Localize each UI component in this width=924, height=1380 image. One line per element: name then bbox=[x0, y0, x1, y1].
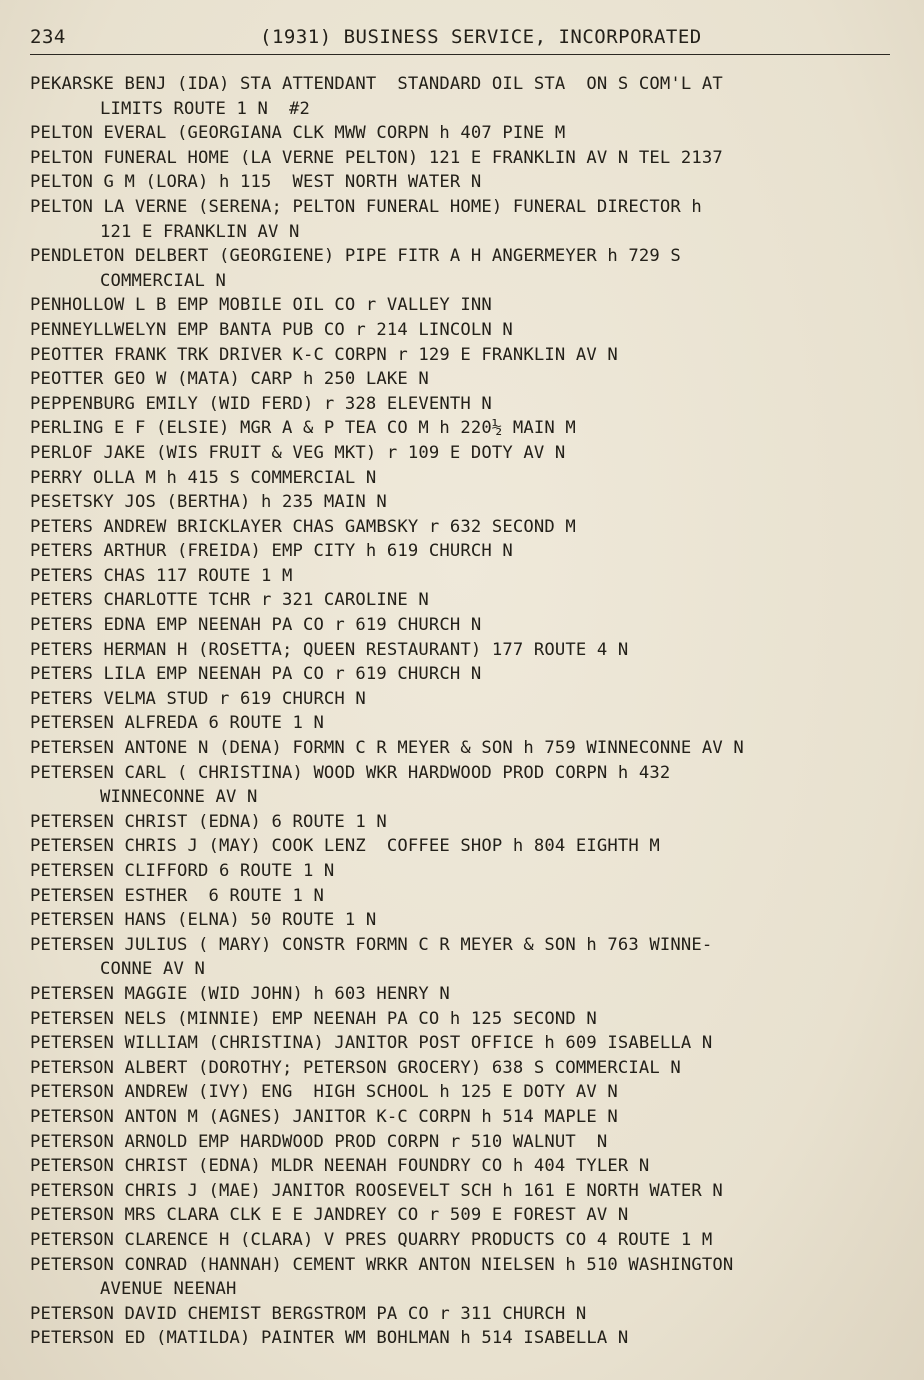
entry-continuation-line: WINNECONNE AV N bbox=[100, 787, 258, 808]
directory-entry: PETERSEN ESTHER 6 ROUTE 1 N bbox=[30, 885, 324, 906]
directory-entry: PETERS ANDREW BRICKLAYER CHAS GAMBSKY r 632 SECOND M bbox=[30, 516, 576, 537]
directory-entry: PERRY OLLA M h 415 S COMMERCIAL N bbox=[30, 467, 377, 488]
directory-entry: PETERSEN HANS (ELNA) 50 ROUTE 1 N bbox=[30, 910, 377, 931]
directory-entry: PEKARSKE BENJ (IDA) STA ATTENDANT STANDARD OIL STA ON S COM'L AT bbox=[30, 74, 723, 94]
entry-continuation-line: CONNE AV N bbox=[100, 959, 205, 980]
directory-entry: PELTON G M (LORA) h 115 WEST NORTH WATER N bbox=[30, 172, 482, 193]
directory-entry: PETERSEN CARL ( CHRISTINA) WOOD WKR HARDWOOD PROD CORPN h 432 bbox=[30, 762, 671, 783]
directory-entry: PETERSEN JULIUS ( MARY) CONSTR FORMN C R MEYER & SON h 763 WINNE- bbox=[30, 934, 713, 955]
directory-entry: PETERSEN MAGGIE (WID JOHN) h 603 HENRY N bbox=[30, 983, 450, 1004]
directory-entry: PEOTTER FRANK TRK DRIVER K-C CORPN r 129 E FRANKLIN AV N bbox=[30, 344, 618, 365]
page-header bbox=[30, 24, 890, 55]
directory-entry: PETERS EDNA EMP NEENAH PA CO r 619 CHURCH N bbox=[30, 615, 482, 636]
directory-entry: PELTON EVERAL (GEORGIANA CLK MWW CORPN h 407 PINE M bbox=[30, 123, 566, 144]
directory-entry: PETERSON ANDREW (IVY) ENG HIGH SCHOOL h 125 E DOTY AV N bbox=[30, 1082, 618, 1103]
entry-continuation-line: AVENUE NEENAH bbox=[100, 1279, 237, 1300]
directory-entry: PETERSON DAVID CHEMIST BERGSTROM PA CO r 311 CHURCH N bbox=[30, 1303, 587, 1324]
directory-entry: PERLOF JAKE (WIS FRUIT & VEG MKT) r 109 E DOTY AV N bbox=[30, 442, 566, 463]
directory-entry: PETERS VELMA STUD r 619 CHURCH N bbox=[30, 688, 366, 709]
directory-entry: PESETSKY JOS (BERTHA) h 235 MAIN N bbox=[30, 492, 387, 513]
directory-entry: PELTON FUNERAL HOME (LA VERNE PELTON) 121 E FRANKLIN AV N TEL 2137 bbox=[30, 147, 723, 168]
directory-entry: PERLING E F (ELSIE) MGR A & P TEA CO M h 220½ MAIN M bbox=[30, 418, 576, 439]
directory-entry: PENNEYLLWELYN EMP BANTA PUB CO r 214 LINCOLN N bbox=[30, 319, 513, 340]
directory-entry: PETERS ARTHUR (FREIDA) EMP CITY h 619 CHURCH N bbox=[30, 541, 513, 562]
directory-entry: PETERSON ALBERT (DOROTHY; PETERSON GROCERY) 638 S COMMERCIAL N bbox=[30, 1057, 681, 1078]
directory-entry: PETERSON CHRIST (EDNA) MLDR NEENAH FOUNDRY CO h 404 TYLER N bbox=[30, 1156, 650, 1177]
directory-entries bbox=[30, 72, 915, 1351]
entry-continuation-line: 121 E FRANKLIN AV N bbox=[100, 221, 300, 242]
directory-entry: PENHOLLOW L B EMP MOBILE OIL CO r VALLEY INN bbox=[30, 295, 492, 316]
directory-entry: PETERSON MRS CLARA CLK E E JANDREY CO r 509 E FOREST AV N bbox=[30, 1205, 629, 1226]
directory-entry: PETERSON CHRIS J (MAE) JANITOR ROOSEVELT SCH h 161 E NORTH WATER N bbox=[30, 1180, 723, 1201]
entry-continuation-line: COMMERCIAL N bbox=[100, 270, 226, 291]
running-head: (1931) BUSINESS SERVICE, INCORPORATED bbox=[260, 26, 702, 48]
directory-entry: PETERSEN ALFREDA 6 ROUTE 1 N bbox=[30, 713, 324, 734]
entry-continuation-line: LIMITS ROUTE 1 N #2 bbox=[100, 98, 310, 119]
directory-entry: PEPPENBURG EMILY (WID FERD) r 328 ELEVENTH N bbox=[30, 393, 492, 414]
directory-entry: PETERSEN WILLIAM (CHRISTINA) JANITOR POST OFFICE h 609 ISABELLA N bbox=[30, 1033, 713, 1054]
directory-entry: PETERSON ARNOLD EMP HARDWOOD PROD CORPN r 510 WALNUT N bbox=[30, 1131, 608, 1152]
directory-entry: PETERSON CLARENCE H (CLARA) V PRES QUARRY PRODUCTS CO 4 ROUTE 1 M bbox=[30, 1229, 713, 1250]
directory-entry: PETERSON ED (MATILDA) PAINTER WM BOHLMAN h 514 ISABELLA N bbox=[30, 1328, 629, 1349]
directory-entry: PETERSEN CHRIS J (MAY) COOK LENZ COFFEE SHOP h 804 EIGHTH M bbox=[30, 836, 660, 857]
page-number: 234 bbox=[30, 26, 66, 48]
directory-entry: PEOTTER GEO W (MATA) CARP h 250 LAKE N bbox=[30, 369, 429, 390]
directory-entry: PETERS LILA EMP NEENAH PA CO r 619 CHURCH N bbox=[30, 664, 482, 685]
directory-entry: PENDLETON DELBERT (GEORGIENE) PIPE FITR A H ANGERMEYER h 729 S bbox=[30, 246, 681, 267]
directory-entry: PETERSEN ANTONE N (DENA) FORMN C R MEYER & SON h 759 WINNECONNE AV N bbox=[30, 738, 744, 759]
directory-entry: PETERS HERMAN H (ROSETTA; QUEEN RESTAURANT) 177 ROUTE 4 N bbox=[30, 639, 629, 660]
directory-entry: PETERSON ANTON M (AGNES) JANITOR K-C CORPN h 514 MAPLE N bbox=[30, 1106, 618, 1127]
directory-entry: PELTON LA VERNE (SERENA; PELTON FUNERAL HOME) FUNERAL DIRECTOR h bbox=[30, 196, 702, 217]
directory-entry: PETERSEN NELS (MINNIE) EMP NEENAH PA CO h 125 SECOND N bbox=[30, 1008, 597, 1029]
directory-entry: PETERSEN CHRIST (EDNA) 6 ROUTE 1 N bbox=[30, 811, 387, 832]
directory-entry: PETERS CHAS 117 ROUTE 1 M bbox=[30, 565, 293, 586]
directory-entry: PETERS CHARLOTTE TCHR r 321 CAROLINE N bbox=[30, 590, 429, 611]
directory-entry: PETERSEN CLIFFORD 6 ROUTE 1 N bbox=[30, 861, 335, 881]
directory-entry: PETERSON CONRAD (HANNAH) CEMENT WRKR ANTON NIELSEN h 510 WASHINGTON bbox=[30, 1254, 734, 1275]
